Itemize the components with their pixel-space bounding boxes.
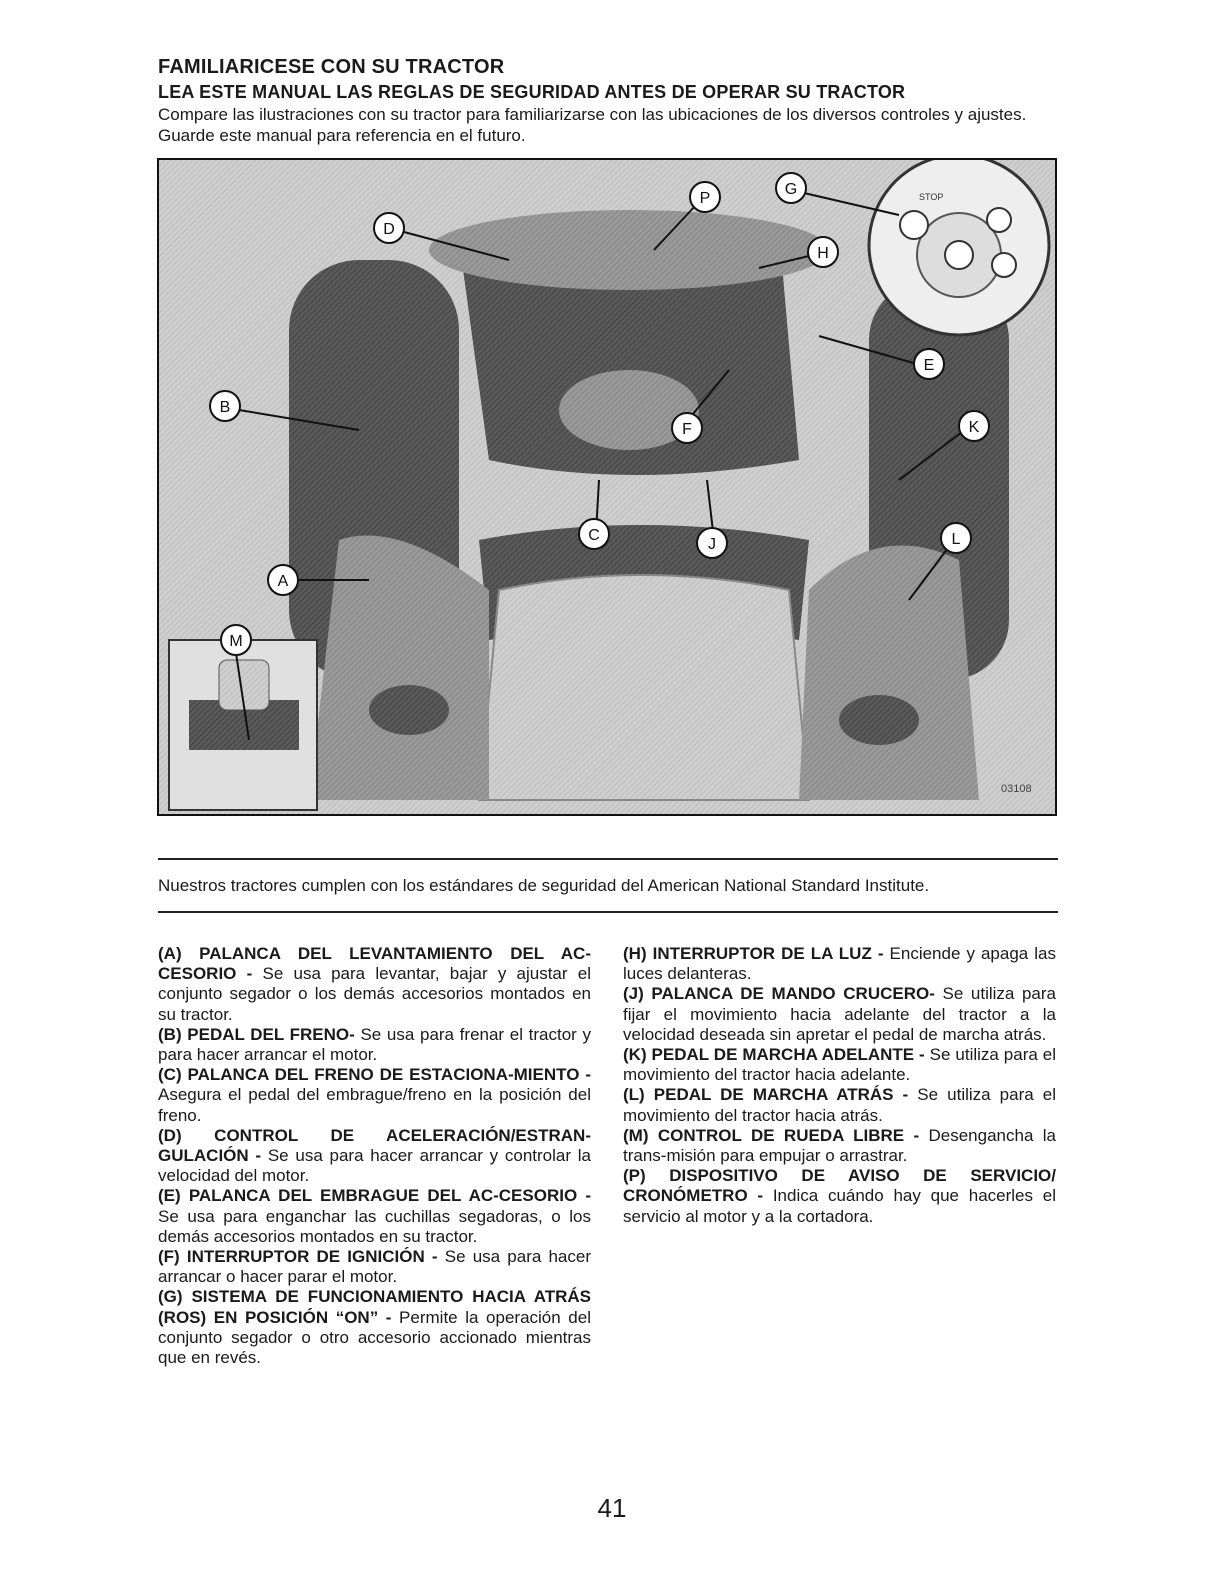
seat: [479, 575, 809, 800]
list-item: (M) CONTROL DE RUEDA LIBRE - Desengancha la trans-misión para empujar o arrastrar.: [623, 1125, 1056, 1166]
callout-d-letter: D: [383, 221, 395, 238]
page-title: FAMILIARICESE CON SU TRACTOR: [158, 56, 505, 78]
list-item: (H) INTERRUPTOR DE LA LUZ - Enciende y apaga las luces delanteras.: [623, 944, 1056, 984]
list-item: (P) DISPOSITIVO DE AVISO DE SERVICIO/ CRONÓMETRO - Indica cuándo hay que hacerles el servicio al motor y a la cortadora.: [623, 1166, 1056, 1226]
callout-h-letter: H: [817, 245, 829, 262]
callout-a-letter: A: [277, 573, 289, 590]
list-item: (L) PEDAL DE MARCHA ATRÁS - Se utiliza para el movimiento del tractor hacia atrás.: [623, 1085, 1057, 1125]
controls-list-left: [158, 944, 591, 1368]
list-item: (D) CONTROL DE ACELERACIÓN/ESTRAN-GULACIÓN - Se usa para hacer arrancar y controlar la velocidad del motor.: [158, 1125, 591, 1186]
intro-paragraph: Compare las ilustraciones con su tractor para familiarizarse con las ubicaciones de los diversos controles y ajustes. Guarde este manual para referencia en el futuro.: [158, 105, 1027, 145]
controls-list-right: [623, 944, 1056, 1227]
list-item: (G) SISTEMA DE FUNCIONAMIENTO HACIA ATRÁS (ROS) EN POSICIÓN “ON” - Permite la operación del conjunto segador o otro accesorio accionado mientras que en revés.: [158, 1287, 591, 1368]
steering-wheel: [429, 210, 829, 290]
callout-m-letter: M: [229, 633, 243, 650]
callout-c-letter: C: [588, 527, 600, 544]
callout-k-letter: K: [968, 419, 980, 436]
divider-top: [158, 858, 1058, 860]
ignition-stop-label: STOP: [919, 192, 944, 202]
callout-e-letter: E: [923, 357, 935, 374]
callout-p-letter: P: [699, 190, 711, 207]
callout-l-letter: L: [951, 531, 961, 548]
list-item: (F) INTERRUPTOR DE IGNICIÓN - Se usa para hacer arrancar o hacer parar el motor.: [158, 1247, 591, 1287]
list-item: (A) PALANCA DEL LEVANTAMIENTO DEL AC-CESORIO - Se usa para levantar, bajar y ajustar el conjunto segador o los demás accesorios montados en su tractor.: [158, 944, 591, 1024]
list-item: (K) PEDAL DE MARCHA ADELANTE - Se utiliza para el movimiento del tractor hacia adelante.: [623, 1045, 1057, 1085]
list-item: (E) PALANCA DEL EMBRAGUE DEL AC-CESORIO - Se usa para enganchar las cuchillas segadoras, o los demás accesorios montados en su tractor.: [158, 1186, 591, 1246]
figure-code: 03108: [1001, 783, 1032, 795]
page-number: 41: [597, 1493, 627, 1523]
standards-note: Nuestros tractores cumplen con los estándares de seguridad del American National Standard Institute.: [158, 876, 930, 895]
list-item: (J) PALANCA DE MANDO CRUCERO- Se utiliza para fijar el movimiento hacia adelante del tractor a la velocidad deseada sin apretar el pedal de marcha atrás.: [623, 984, 1057, 1044]
list-item: (B) PEDAL DEL FRENO- Se usa para frenar el tractor y para hacer arrancar el motor.: [158, 1024, 592, 1065]
callout-g-letter: G: [784, 181, 798, 198]
tractor-illustration-svg: [159, 160, 1055, 814]
page-subtitle: LEA ESTE MANUAL LAS REGLAS DE SEGURIDAD ANTES DE OPERAR SU TRACTOR: [158, 82, 906, 102]
callout-f-letter: F: [682, 421, 692, 438]
list-item: (C) PALANCA DEL FRENO DE ESTACIONA-MIENTO - Asegura el pedal del embrague/freno en la posición del freno.: [158, 1065, 591, 1125]
callout-j-letter: J: [708, 536, 716, 553]
tractor-controls-illustration: [157, 158, 1057, 816]
key-slot-icon: [945, 241, 973, 269]
callout-b-letter: B: [219, 399, 231, 416]
divider-bottom: [158, 911, 1058, 913]
